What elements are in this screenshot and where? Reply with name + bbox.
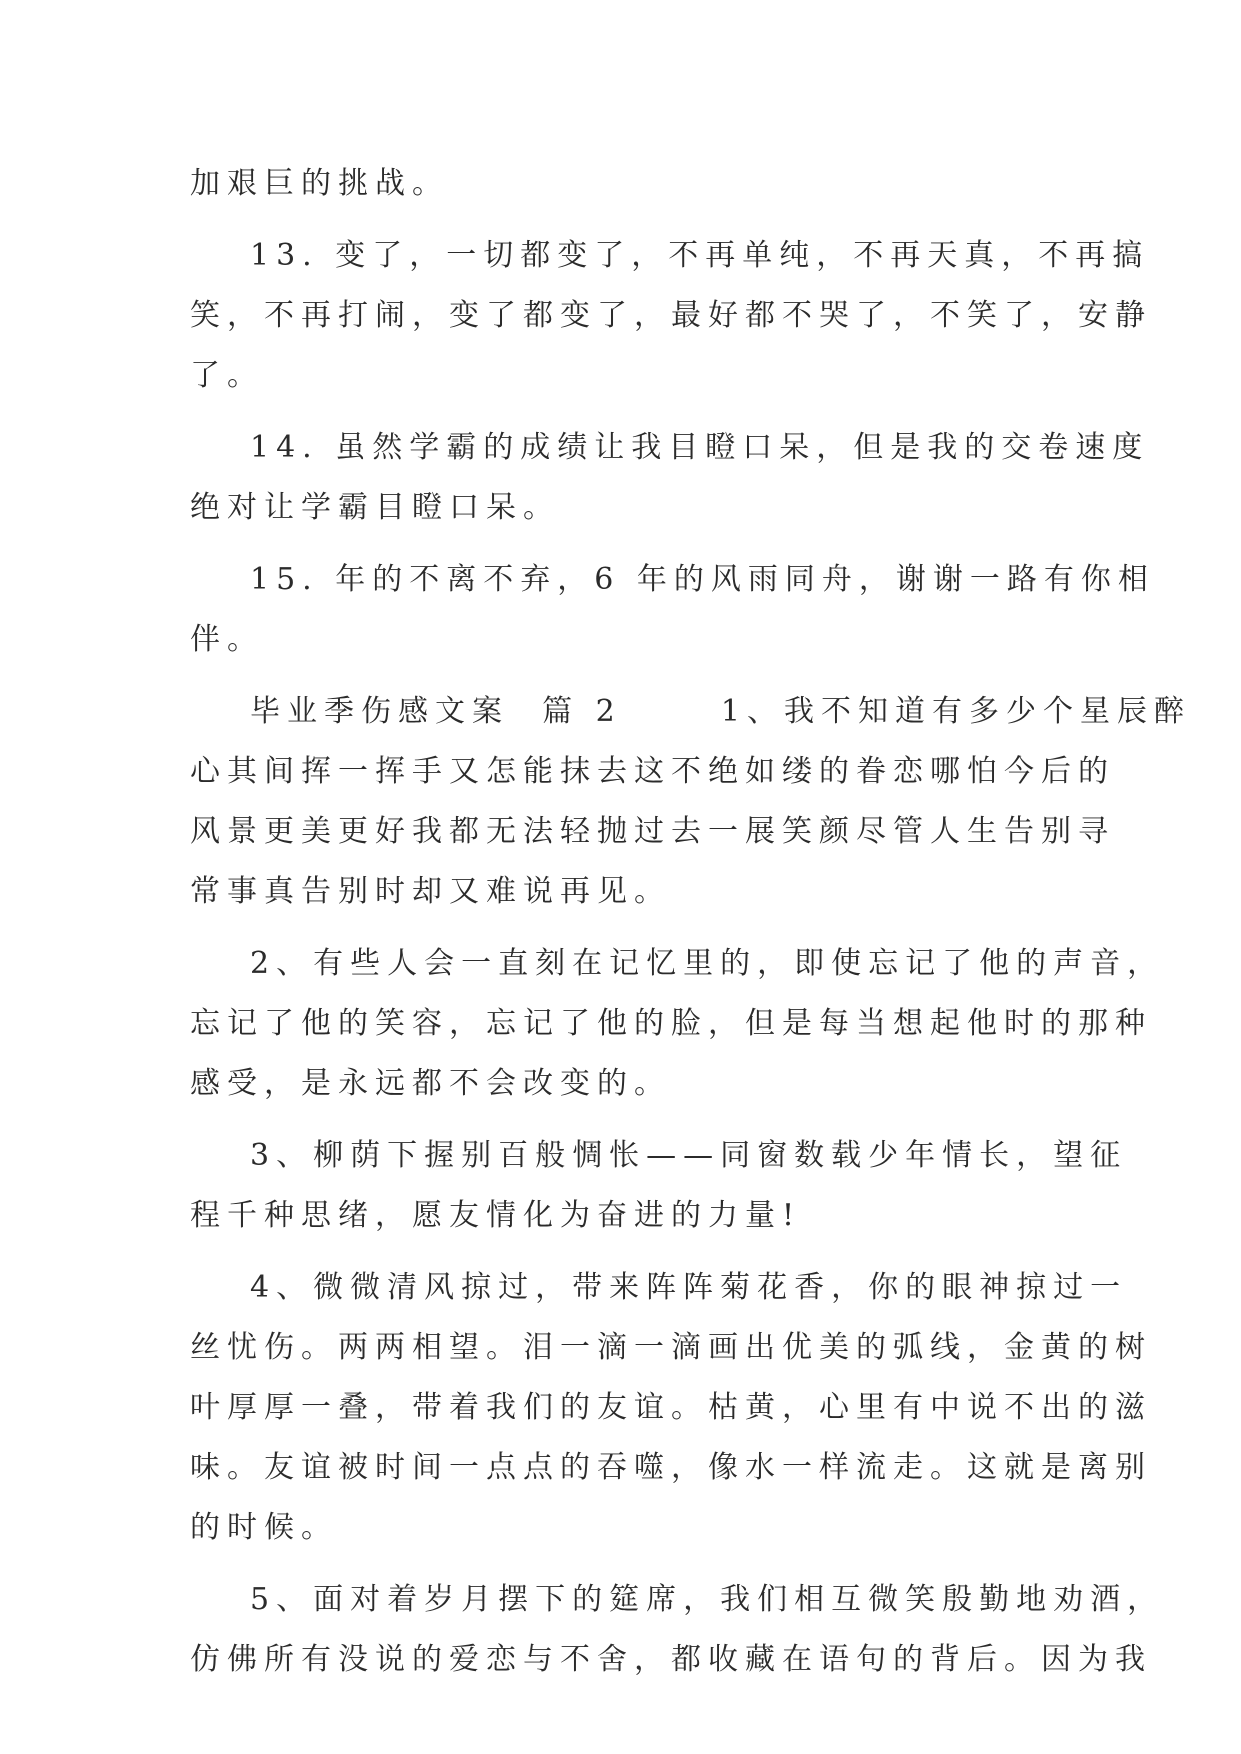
text-line: 笑，不再打闹，变了都变了，最好都不哭了，不笑了，安静 (190, 298, 1152, 333)
paragraph-item-15 (190, 550, 1155, 670)
text-line: 常事真告别时却又难说再见。 (190, 874, 671, 909)
text-line: 13. 变了，一切都变了，不再单纯，不再天真，不再搞 (250, 238, 1150, 273)
text-line: 程千种思绪，愿友情化为奋进的力量! (190, 1198, 802, 1233)
text-line: 忘记了他的笑容，忘记了他的脸，但是每当想起他时的那种 (190, 1006, 1152, 1041)
text-line: 丝忧伤。两两相望。泪一滴一滴画出优美的弧线，金黄的树 (190, 1330, 1152, 1365)
text-line: 风景更美更好我都无法轻抛过去一展笑颜尽管人生告别寻 (190, 814, 1115, 849)
text-line: 绝对让学霸目瞪口呆。 (190, 490, 560, 525)
text-line: 5、面对着岁月摆下的筵席，我们相互微笑殷勤地劝酒， (250, 1582, 1165, 1617)
paragraph-item-5 (190, 1570, 1165, 1690)
text-line: 叶厚厚一叠，带着我们的友谊。枯黄，心里有中说不出的滋 (190, 1390, 1152, 1425)
paragraph-item-14 (190, 418, 1150, 538)
paragraph-section-2-item-1 (190, 682, 1191, 922)
text-line: 味。友谊被时间一点点的吞噬，像水一样流走。这就是离别 (190, 1450, 1152, 1485)
text-line: 15. 年的不离不弃，6 年的风雨同舟，谢谢一路有你相 (250, 562, 1155, 597)
paragraph-item-3 (190, 1126, 1128, 1246)
text-line: 了。 (190, 358, 264, 393)
text-line: 4、微微清风掠过，带来阵阵菊花香，你的眼神掠过一 (250, 1270, 1128, 1305)
text-line: 14. 虽然学霸的成绩让我目瞪口呆，但是我的交卷速度 (250, 430, 1150, 465)
text-line: 伴。 (190, 622, 264, 657)
text-line: 毕业季伤感文案 篇 2 1、我不知道有多少个星辰醉 (250, 694, 1191, 729)
text-line: 心其间挥一挥手又怎能抹去这不绝如缕的眷恋哪怕今后的 (190, 754, 1115, 789)
paragraph-item-13 (190, 226, 1152, 406)
text-line: 感受，是永远都不会改变的。 (190, 1066, 671, 1101)
text-line: 加艰巨的挑战。 (190, 166, 449, 201)
document-body (190, 154, 1191, 1690)
paragraph-continuation (190, 154, 1050, 214)
text-line: 2、有些人会一直刻在记忆里的，即使忘记了他的声音， (250, 946, 1165, 981)
text-line: 仿佛所有没说的爱恋与不舍，都收藏在语句的背后。因为我 (190, 1642, 1152, 1677)
text-line: 的时候。 (190, 1510, 338, 1545)
text-line: 3、柳荫下握别百般惆怅——同窗数载少年情长，望征 (250, 1138, 1128, 1173)
paragraph-item-4 (190, 1258, 1152, 1558)
paragraph-item-2 (190, 934, 1165, 1114)
